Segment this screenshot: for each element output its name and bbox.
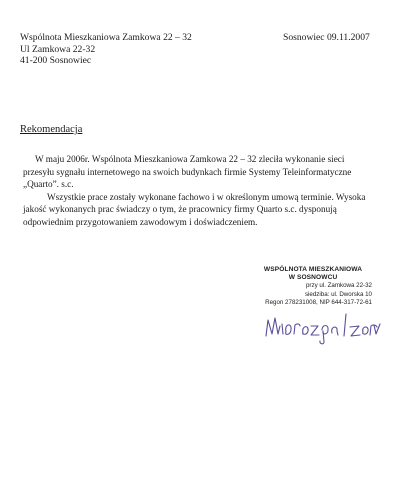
body-line: Wszystkie prace zostały wykonane fachowo i w określonym umową terminie. Wysoka: [47, 191, 366, 202]
stamp-city: W SOSNOWCU: [288, 274, 338, 282]
handwritten-signature: [262, 306, 382, 346]
letter-heading: Rekomendacja: [20, 124, 83, 135]
sender-street: Ul Zamkowa 22-32: [20, 43, 96, 55]
stamp-ids: Regon 278231008, NIP 644-317-72-61: [265, 298, 372, 306]
stamp-address: przy ul. Zamkowa 22-32: [305, 282, 372, 290]
sender-city: 41-200 Sosnowiec: [20, 55, 92, 67]
body-line: „Quarto”. s.c.: [23, 179, 74, 189]
letter-date: Sosnowiec 09.11.2007: [283, 32, 370, 43]
body-line: odpowiednim przygotowaniem zawodowym i doświadczeniem.: [23, 216, 258, 227]
sender-name: Wspólnota Mieszkaniowa Zamkowa 22 – 32: [20, 32, 192, 43]
letter-body: [23, 153, 380, 228]
body-line: przesyłu sygnału internetowego na swoich budynkach firmie Systemy Teleinformatyczne: [23, 166, 352, 177]
body-line: jakość wykonanych prac świadczy o tym, że pracownicy firmy Quarto s.c. dysponują: [23, 204, 337, 214]
body-line: W maju 2006r. Wspólnota Mieszkaniowa Zamkowa 22 – 32 zleciła wykonanie sieci: [35, 154, 345, 164]
organization-stamp: [248, 266, 378, 307]
stamp-title: WSPÓLNOTA MIESZKANIOWA: [263, 266, 363, 273]
sender-address: [20, 32, 192, 67]
stamp-seat: siedziba: ul. Dworska 10: [304, 290, 372, 298]
